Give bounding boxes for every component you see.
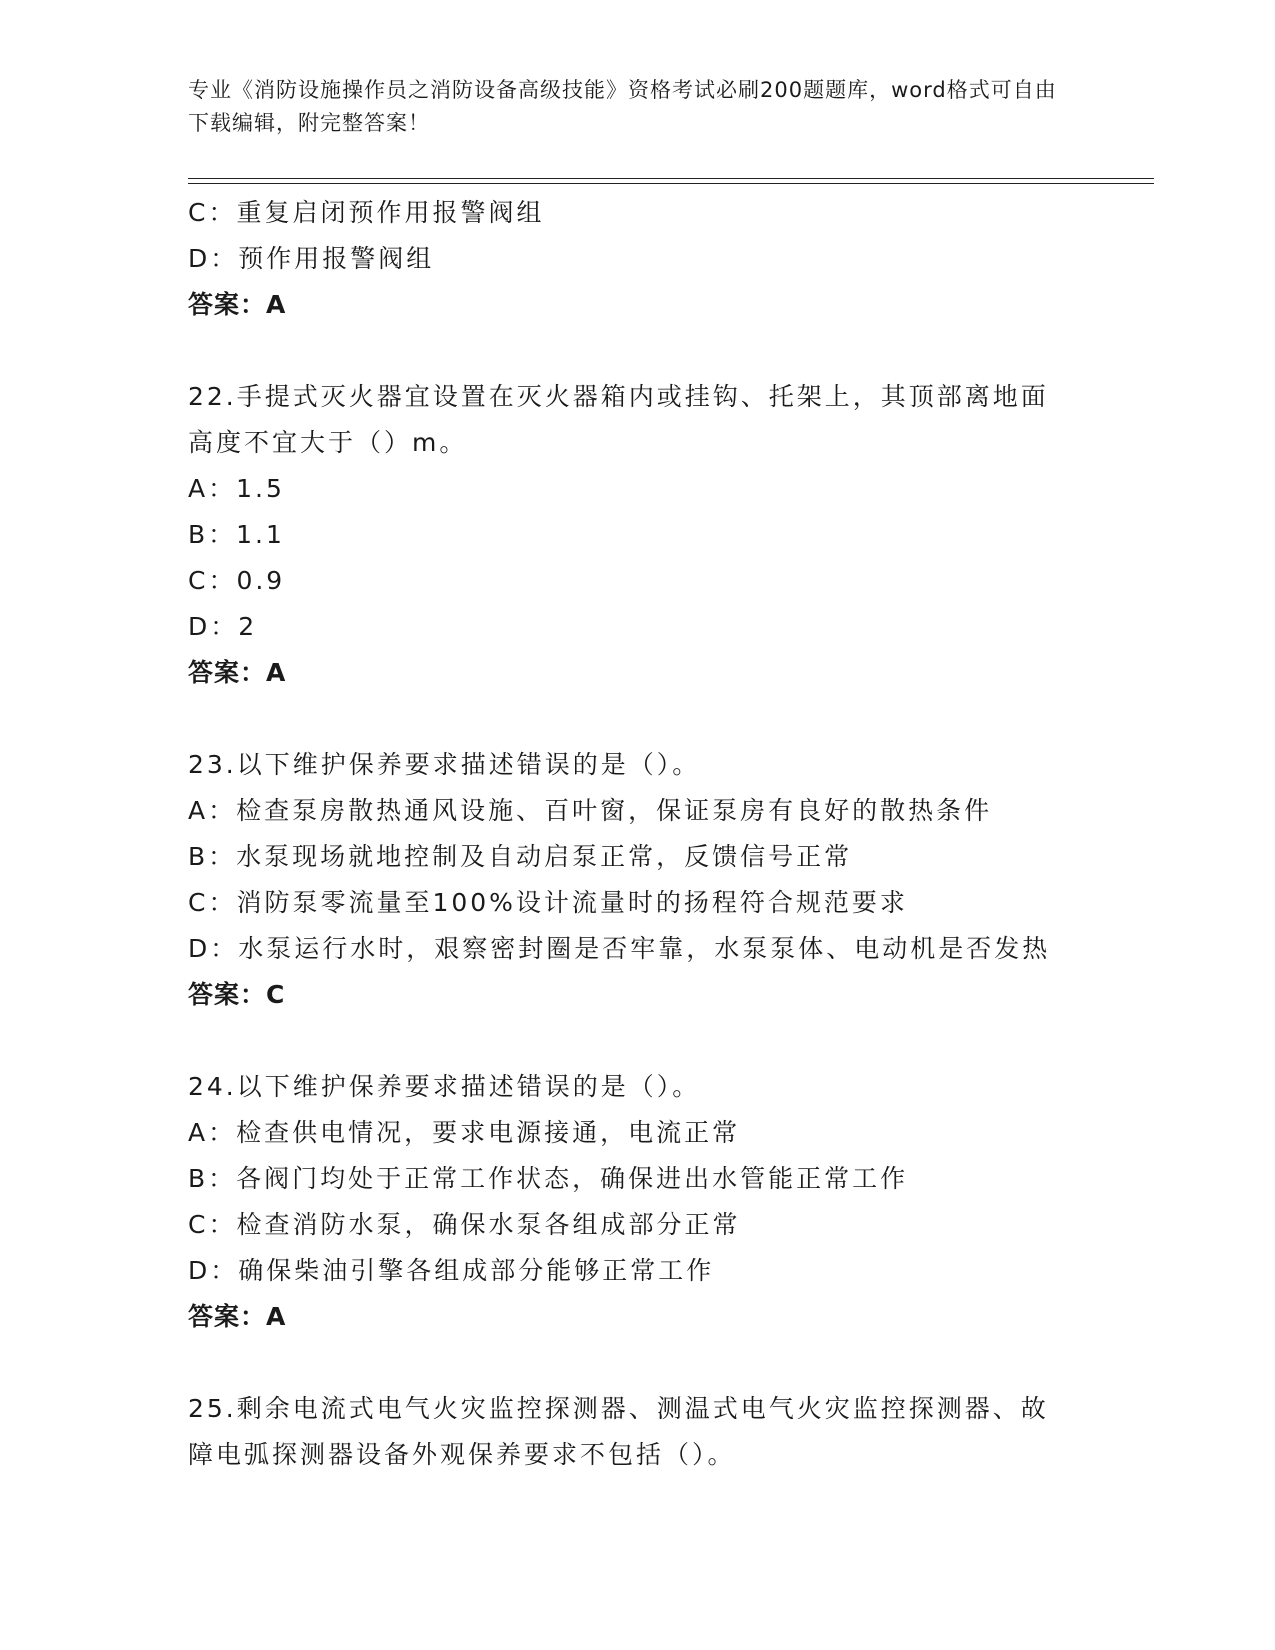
question-text: 22.手提式灭火器宜设置在灭火器箱内或挂钩、托架上，其顶部离地面高度不宜大于（）m。 (188, 382, 1049, 457)
option-a: A：检查供电情况，要求电源接通，电流正常 (188, 1118, 741, 1147)
question-22 (188, 374, 1088, 696)
option-b: B：水泵现场就地控制及自动启泵正常，反馈信号正常 (188, 842, 853, 871)
header-divider-top (188, 178, 1154, 179)
option-a: A：检查泵房散热通风设施、百叶窗，保证泵房有良好的散热条件 (188, 796, 993, 825)
option-c: C：重复启闭预作用报警阀组 (188, 198, 545, 227)
question-text: 23.以下维护保养要求描述错误的是（）。 (188, 750, 701, 779)
carry-over-block (188, 190, 1088, 328)
answer-line: 答案：A (188, 1302, 287, 1331)
option-c: C：0.9 (188, 566, 286, 595)
option-c: C：消防泵零流量至100%设计流量时的扬程符合规范要求 (188, 888, 908, 917)
answer-line: 答案：A (188, 658, 287, 687)
option-d: D：预作用报警阀组 (188, 244, 435, 273)
answer-line: 答案：A (188, 290, 287, 319)
answer-line: 答案：C (188, 980, 286, 1009)
question-23 (188, 742, 1088, 1018)
question-text: 24.以下维护保养要求描述错误的是（）。 (188, 1072, 701, 1101)
option-d: D：确保柴油引擎各组成部分能够正常工作 (188, 1256, 715, 1285)
option-b: B：各阀门均处于正常工作状态，确保进出水管能正常工作 (188, 1164, 909, 1193)
option-c: C：检查消防水泵，确保水泵各组成部分正常 (188, 1210, 741, 1239)
header-divider-bottom (188, 183, 1154, 184)
question-text: 25.剩余电流式电气火灾监控探测器、测温式电气火灾监控探测器、故障电弧探测器设备外观保养要求不包括（）。 (188, 1394, 1049, 1469)
question-25 (188, 1386, 1088, 1478)
question-list (188, 190, 1088, 1478)
option-a: A：1.5 (188, 474, 285, 503)
question-24 (188, 1064, 1088, 1340)
document-header: 专业《消防设施操作员之消防设备高级技能》资格考试必刷200题题库，word格式可自由下载编辑，附完整答案！ (188, 78, 1057, 135)
option-b: B：1.1 (188, 520, 285, 549)
option-d: D：水泵运行水时，艰察密封圈是否牢靠，水泵泵体、电动机是否发热 (188, 934, 1051, 963)
option-d: D：2 (188, 612, 258, 641)
